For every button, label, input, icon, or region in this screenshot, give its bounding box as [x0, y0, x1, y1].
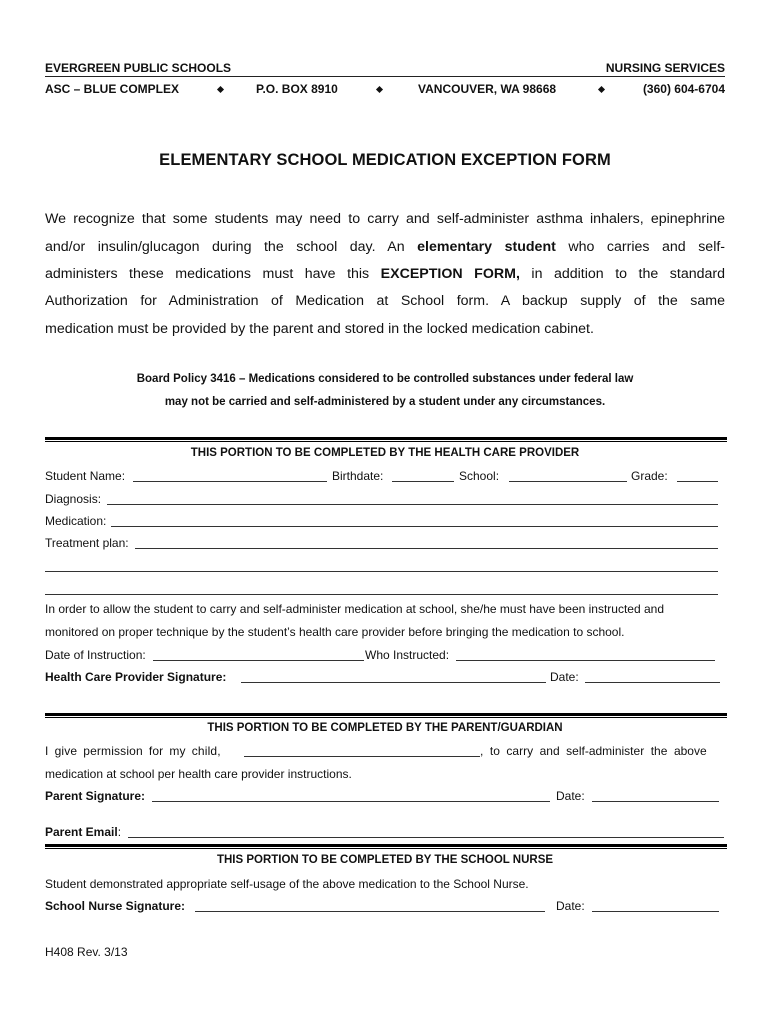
- child-name-field[interactable]: [244, 756, 480, 757]
- phone-number: (360) 604-6704: [642, 82, 725, 96]
- form-code: H408 Rev. 3/13: [45, 945, 128, 959]
- section-divider: [45, 713, 727, 716]
- school-label: School:: [459, 469, 500, 483]
- date-of-instruction-field[interactable]: [153, 660, 364, 661]
- nurse-statement: Student demonstrated appropriate self-usage of the above medication to the School Nurse.: [45, 877, 529, 891]
- policy-line-2: may not be carried and self-administered by a student under any circumstances.: [164, 396, 606, 408]
- medication-field[interactable]: [111, 526, 718, 527]
- diagnosis-field[interactable]: [107, 504, 718, 505]
- parent-email-label: Parent Email: [45, 825, 118, 839]
- separator-diamond-icon: [598, 86, 605, 93]
- section-divider: [45, 441, 727, 442]
- student-name-label: Student Name:: [45, 469, 126, 483]
- po-box: P.O. BOX 8910: [256, 82, 338, 96]
- nurse-date-field[interactable]: [592, 911, 719, 912]
- treatment-plan-field[interactable]: [45, 571, 718, 572]
- section-divider: [45, 848, 727, 849]
- intro-line-3: [45, 266, 725, 282]
- policy-line-1: Board Policy 3416 – Medications considered to be controlled substances under federal law: [136, 373, 634, 385]
- who-instructed-label: Who Instructed:: [365, 648, 450, 662]
- complex-name: ASC – BLUE COMPLEX: [45, 82, 180, 96]
- permission-text-2: medication at school per health care provider instructions.: [45, 767, 352, 781]
- intro-text: administers these medications must have this: [45, 266, 381, 282]
- separator-diamond-icon: [376, 86, 383, 93]
- who-instructed-field[interactable]: [456, 660, 715, 661]
- permission-text-prefix: I give permission for my child,: [45, 744, 221, 758]
- parent-email-label-group: [45, 825, 121, 839]
- intro-line-4: Authorization for Administration of Medication at School form. A backup supply of the same: [45, 293, 725, 309]
- treatment-plan-label: Treatment plan:: [45, 536, 129, 550]
- intro-bold-text: EXCEPTION FORM,: [380, 266, 520, 282]
- provider-signature-field[interactable]: [241, 682, 546, 683]
- org-name: EVERGREEN PUBLIC SCHOOLS: [45, 61, 232, 75]
- birthdate-field[interactable]: [392, 481, 454, 482]
- diagnosis-label: Diagnosis:: [45, 492, 102, 506]
- treatment-plan-field[interactable]: [135, 548, 718, 549]
- grade-field[interactable]: [677, 481, 718, 482]
- instruction-text-1: In order to allow the student to carry and self-administer medication at school, she/he must have been instructed and: [45, 602, 665, 616]
- section-divider: [45, 437, 727, 440]
- intro-line-1: We recognize that some students may need to carry and self-administer asthma inhalers, epinephrine: [45, 211, 725, 227]
- birthdate-label: Birthdate:: [332, 469, 384, 483]
- header-rule: [45, 76, 725, 77]
- instruction-text-2: monitored on proper technique by the student’s health care provider before bringing the medication to school.: [45, 625, 625, 639]
- intro-bold-text: elementary student: [417, 239, 556, 255]
- parent-signature-field[interactable]: [152, 801, 550, 802]
- permission-text-suffix: , to carry and self-administer the above: [480, 744, 707, 758]
- department-name: NURSING SERVICES: [605, 61, 725, 75]
- intro-text: in addition to the standard: [519, 266, 726, 282]
- provider-signature-label: Health Care Provider Signature:: [45, 670, 227, 684]
- form-title: ELEMENTARY SCHOOL MEDICATION EXCEPTION FORM: [159, 151, 611, 169]
- parent-email-field[interactable]: [128, 837, 724, 838]
- nurse-section-heading: THIS PORTION TO BE COMPLETED BY THE SCHOOL NURSE: [216, 854, 554, 866]
- parent-signature-label: Parent Signature:: [45, 789, 146, 803]
- grade-label: Grade:: [631, 469, 668, 483]
- nurse-signature-field[interactable]: [195, 911, 545, 912]
- treatment-plan-field[interactable]: [45, 594, 718, 595]
- parent-date-label: Date:: [556, 789, 585, 803]
- city-address: VANCOUVER, WA 98668: [418, 82, 557, 96]
- intro-line-5: medication must be provided by the parent and stored in the locked medication cabinet.: [45, 321, 594, 337]
- provider-section-heading: THIS PORTION TO BE COMPLETED BY THE HEALTH CARE PROVIDER: [190, 447, 580, 459]
- nurse-date-label: Date:: [556, 899, 585, 913]
- school-field[interactable]: [509, 481, 627, 482]
- medication-label: Medication:: [45, 514, 107, 528]
- section-divider: [45, 844, 727, 847]
- section-divider: [45, 717, 727, 718]
- provider-date-label: Date:: [550, 670, 579, 684]
- separator-diamond-icon: [217, 86, 224, 93]
- intro-text: who carries and self-: [555, 239, 726, 255]
- parent-date-field[interactable]: [592, 801, 719, 802]
- student-name-field[interactable]: [133, 481, 327, 482]
- provider-date-field[interactable]: [585, 682, 720, 683]
- date-of-instruction-label: Date of Instruction:: [45, 648, 146, 662]
- intro-line-2: [45, 239, 725, 255]
- nurse-signature-label: School Nurse Signature:: [45, 899, 186, 913]
- parent-section-heading: THIS PORTION TO BE COMPLETED BY THE PARENT/GUARDIAN: [207, 722, 563, 734]
- parent-email-colon: :: [117, 825, 122, 839]
- intro-text: and/or insulin/glucagon during the school day. An: [45, 239, 418, 255]
